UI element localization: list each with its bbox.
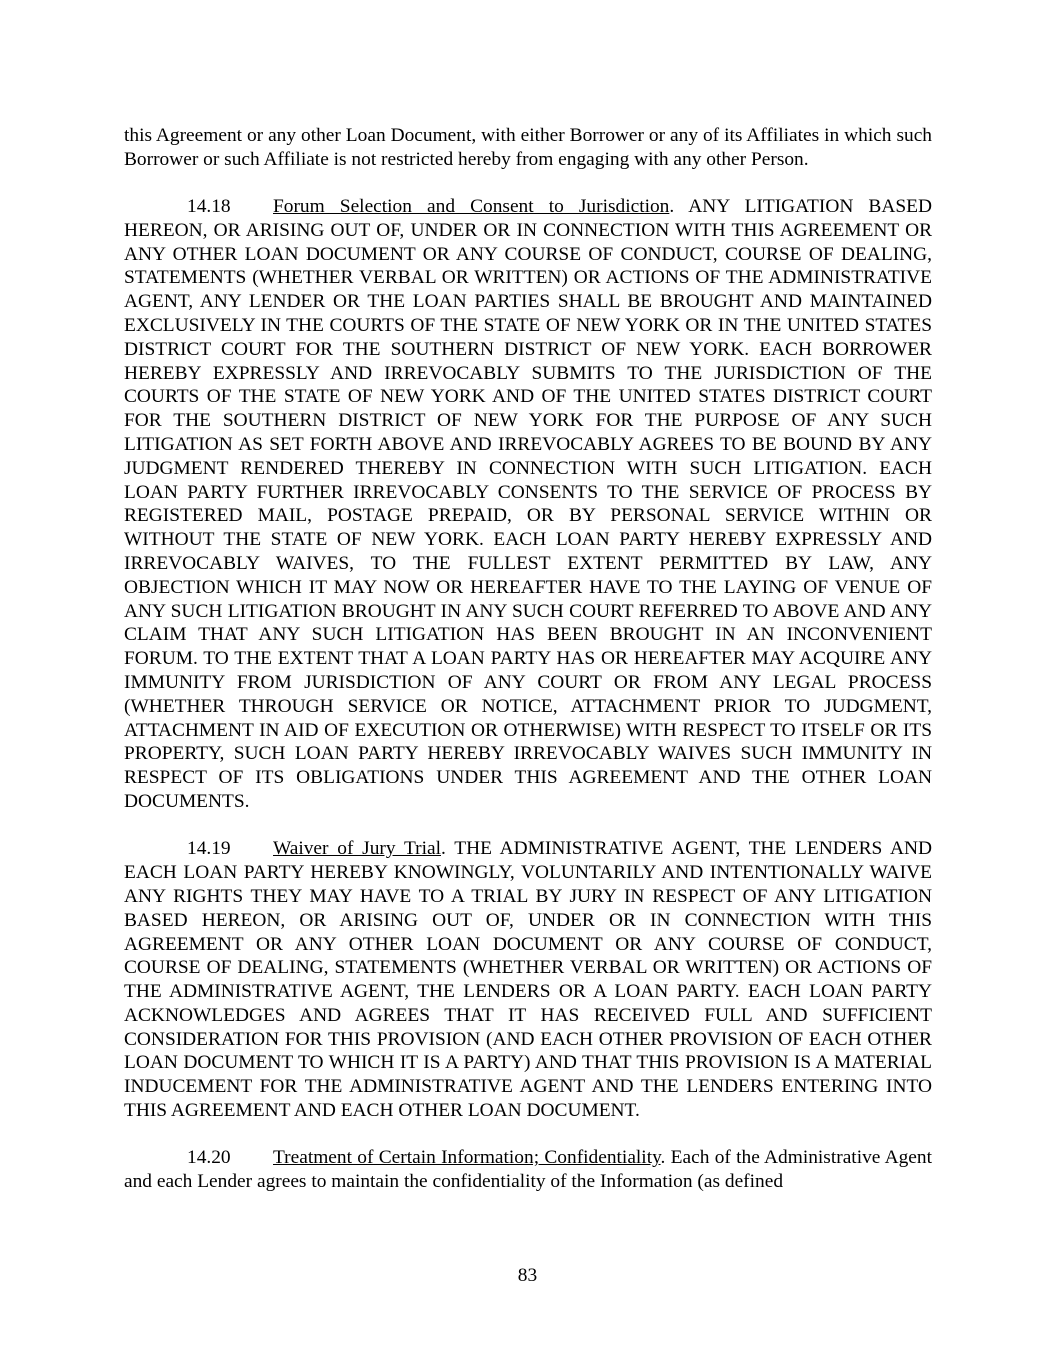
section-14-19 [124, 837, 932, 1123]
section-number: 14.18 [187, 196, 231, 218]
section-heading: Forum Selection and Consent to Jurisdiction [273, 196, 670, 218]
section-number: 14.20 [187, 1147, 231, 1169]
intro-paragraph: this Agreement or any other Loan Document, with either Borrower or any of its Affiliates in which such Borrower or such Affiliate is not restricted hereby from engaging with any other Person. [124, 125, 932, 170]
section-14-20 [124, 1146, 932, 1194]
section-number: 14.19 [187, 838, 231, 860]
section-14-18 [124, 195, 932, 814]
document-page [124, 124, 932, 1194]
section-body: . THE ADMINISTRATIVE AGENT, THE LENDERS AND EACH LOAN PARTY HEREBY KNOWINGLY, VOLUNTARILY AND INTENTIONALLY WAIVE ANY RIGHTS THEY MAY HAVE TO A TRIAL BY JURY IN RESPECT OF ANY LITIGATION BASED HEREON, OR ARISING OUT OF, UNDER OR IN CONNECTION WITH THIS AGREEMENT OR ANY OTHER LOAN DOCUMENT OR ANY COURSE OF CONDUCT, COURSE OF DEALING, STATEMENTS (WHETHER VERBAL OR WRITTEN) OR ACTIONS OF THE ADMINISTRATIVE AGENT, THE LENDERS OR A LOAN PARTY. EACH LOAN PARTY ACKNOWLEDGES AND AGREES THAT IT HAS RECEIVED FULL AND SUFFICIENT CONSIDERATION FOR THIS PROVISION (AND EACH OTHER PROVISION OF EACH OTHER LOAN DOCUMENT TO WHICH IT IS A PARTY) AND THAT THIS PROVISION IS A MATERIAL INDUCEMENT FOR THE ADMINISTRATIVE AGENT AND THE LENDERS ENTERING INTO THIS AGREEMENT AND EACH OTHER LOAN DOCUMENT. [124, 838, 933, 1122]
section-body: . Each of the Administrative Agent and each Lender agrees to maintain the confidentiality of the Information (as defined [124, 1147, 932, 1193]
section-heading: Treatment of Certain Information; Confidentiality [273, 1147, 661, 1169]
page-number: 83 [517, 1265, 538, 1286]
section-body: . ANY LITIGATION BASED HEREON, OR ARISING OUT OF, UNDER OR IN CONNECTION WITH THIS AGREEMENT OR ANY OTHER LOAN DOCUMENT OR ANY COURSE OF CONDUCT, COURSE OF DEALING, STATEMENTS (WHETHER VERBAL OR WRITTEN) OR ACTIONS OF THE ADMINISTRATIVE AGENT, ANY LENDER OR THE LOAN PARTIES SHALL BE BROUGHT AND MAINTAINED EXCLUSIVELY IN THE COURTS OF THE STATE OF NEW YORK OR IN THE UNITED STATES DISTRICT COURT FOR THE SOUTHERN DISTRICT OF NEW YORK. EACH BORROWER HEREBY EXPRESSLY AND IRREVOCABLY SUBMITS TO THE JURISDICTION OF THE COURTS OF THE STATE OF NEW YORK AND OF THE UNITED STATES DISTRICT COURT FOR THE SOUTHERN DISTRICT OF NEW YORK FOR THE PURPOSE OF ANY SUCH LITIGATION AS SET FORTH ABOVE AND IRREVOCABLY AGREES TO BE BOUND BY ANY JUDGMENT RENDERED THEREBY IN CONNECTION WITH SUCH LITIGATION. EACH LOAN PARTY FURTHER IRREVOCABLY CONSENTS TO THE SERVICE OF PROCESS BY REGISTERED MAIL, POSTAGE PREPAID, OR BY PERSONAL SERVICE WITHIN OR WITHOUT THE STATE OF NEW YORK. EACH LOAN PARTY HEREBY EXPRESSLY AND IRREVOCABLY WAIVES, TO THE FULLEST EXTENT PERMITTED BY LAW, ANY OBJECTION WHICH IT MAY NOW OR HEREAFTER HAVE TO THE LAYING OF VENUE OF ANY SUCH LITIGATION BROUGHT IN ANY SUCH COURT REFERRED TO ABOVE AND ANY CLAIM THAT ANY SUCH LITIGATION HAS BEEN BROUGHT IN AN INCONVENIENT FORUM. TO THE EXTENT THAT A LOAN PARTY HAS OR HEREAFTER MAY ACQUIRE ANY IMMUNITY FROM JURISDICTION OF ANY COURT OR FROM ANY LEGAL PROCESS (WHETHER THROUGH SERVICE OR NOTICE, ATTACHMENT PRIOR TO JUDGMENT, ATTACHMENT IN AID OF EXECUTION OR OTHERWISE) WITH RESPECT TO ITSELF OR ITS PROPERTY, SUCH LOAN PARTY HEREBY IRREVOCABLY WAIVES SUCH IMMUNITY IN RESPECT OF ITS OBLIGATIONS UNDER THIS AGREEMENT AND THE OTHER LOAN DOCUMENTS. [124, 196, 932, 813]
section-heading: Waiver of Jury Trial [273, 838, 441, 860]
